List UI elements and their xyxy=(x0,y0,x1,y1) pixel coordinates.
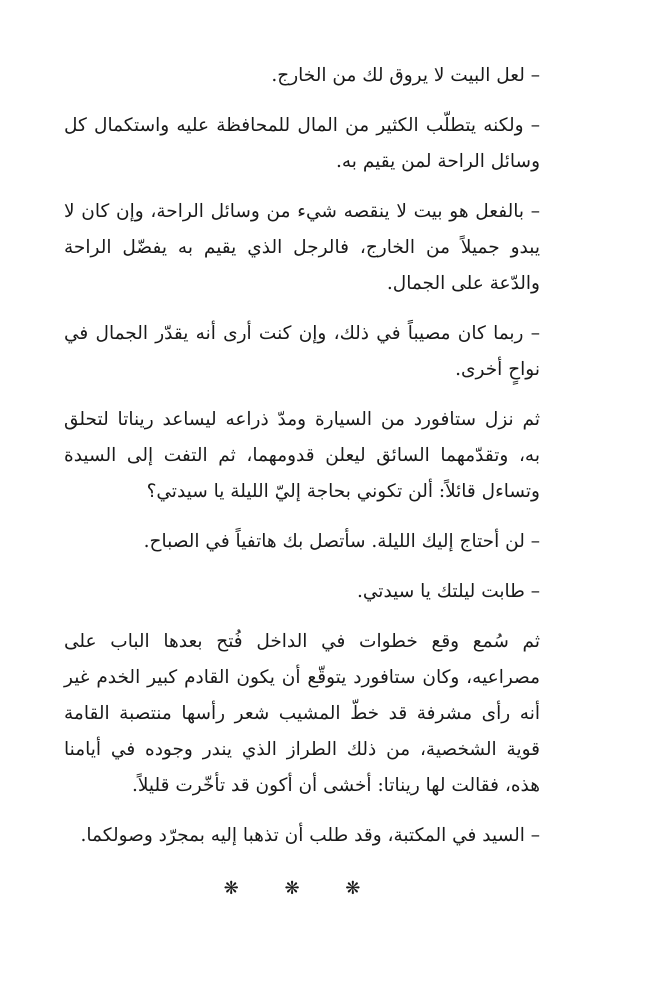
paragraph-8: ثم سُمع وقع خطوات في الداخل فُتح بعدها الباب على مصراعيه، وكان ستافورد يتوقّع أن يكون القادم كبير الخدم غير أنه رأى مشرفة قد خطّ المشيب شعر رأسها منتصبة القامة قوية الشخصية، من ذلك الطراز الذي يندر وجوده في أيامنا هذه، فقالت لها ريناتا: أخشى أن أكون قد تأخّرت قليلاً. xyxy=(64,631,540,796)
paragraph-1: – لعل البيت لا يروق لك من الخارج. xyxy=(271,65,540,86)
paragraph-6: – لن أحتاج إليك الليلة. سأتصل بك هاتفياً في الصباح. xyxy=(143,531,540,552)
paragraph-9: – السيد في المكتبة، وقد طلب أن تذهبا إليه بمجرّد وصولكما. xyxy=(80,825,540,846)
paragraph-2: – ولكنه يتطلّب الكثير من المال للمحافظة عليه واستكمال كل وسائل الراحة لمن يقيم به. xyxy=(64,115,540,172)
paragraph-3: – بالفعل هو بيت لا ينقصه شيء من وسائل الراحة، وإن كان لا يبدو جميلاً من الخارج، فالرجل الذي يقيم به يفضّل الراحة والدّعة على الجمال. xyxy=(64,201,540,294)
paragraph-4: – ربما كان مصيباً في ذلك، وإن كنت أرى أنه يقدّر الجمال في نواحٍ أخرى. xyxy=(64,323,540,380)
paragraph-7: – طابت ليلتك يا سيدتي. xyxy=(357,581,540,602)
section-separator: ❋ ❋ ❋ xyxy=(223,878,381,899)
paragraph-5: ثم نزل ستافورد من السيارة ومدّ ذراعه ليساعد ريناتا لتحلق به، وتقدّمهما السائق ليعلن قدومهما، ثم التفت إلى السيدة وتساءل قائلاً: ألن تكوني بحاجة إليّ الليلة يا سيدتي؟ xyxy=(64,409,540,502)
book-page xyxy=(64,58,540,899)
